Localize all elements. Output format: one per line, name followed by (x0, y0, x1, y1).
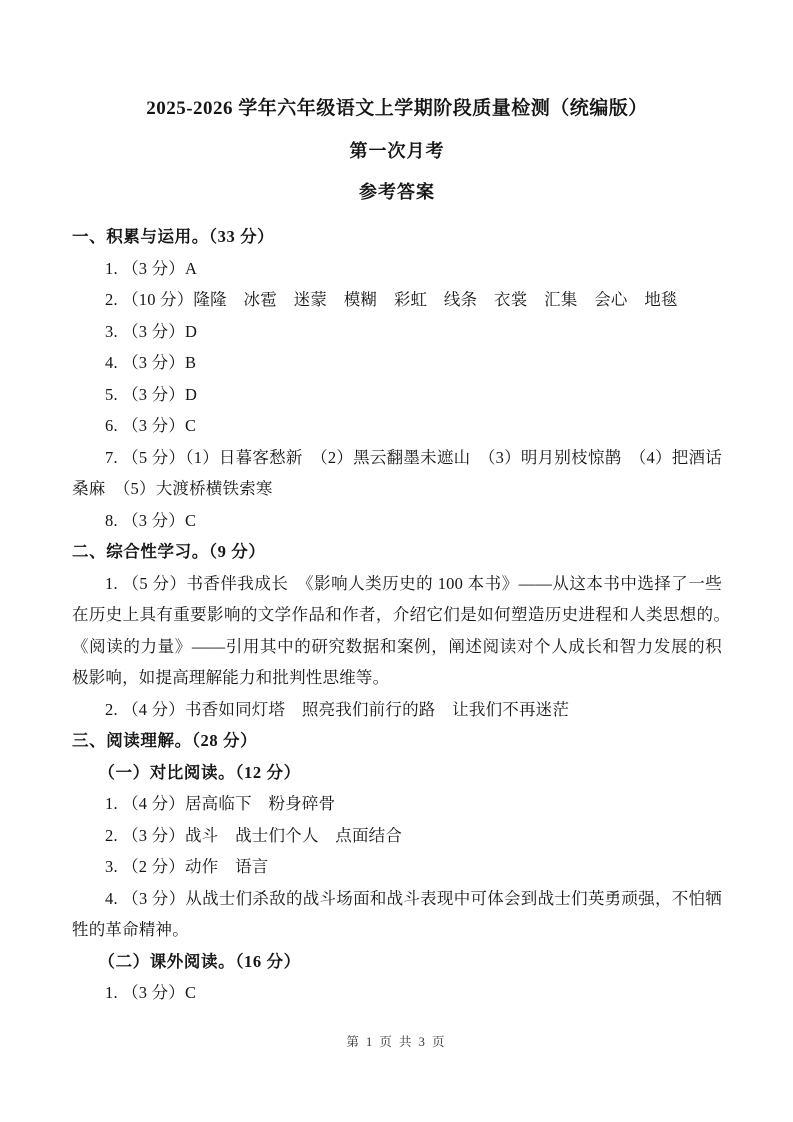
answer-line: 3. （2 分）动作 语言 (105, 857, 269, 876)
answer-line: 3. （3 分）D (105, 321, 198, 341)
answer-line: 1. （4 分）居高临下 粉身碎骨 (105, 794, 336, 813)
answer-line: 2. （3 分）战斗 战士们个人 点面结合 (105, 825, 403, 845)
answer-line: 2. （4 分）书香如同灯塔 照亮我们前行的路 让我们不再迷茫 (105, 699, 570, 719)
page-number-footer: 第 1 页 共 3 页 (346, 1035, 447, 1049)
subsection-heading: （二）课外阅读。（16 分） (98, 951, 301, 971)
section-heading: 二、综合性学习。（9 分） (72, 542, 266, 561)
section-heading: 三、阅读理解。（28 分） (72, 731, 258, 750)
answer-line: 1. （5 分）书香伴我成长 《影响人类历史的 100 本书》——从这本书中选择了一些在历史上具有重要影响的文学作品和作者，介绍它们是如何塑造历史进程和人类思想的。 《阅读的力量》——引用其中的研究数据和案例，阐述阅读对个人成长和智力发展的积极影响，如提高理解能力和批判性思维等。 (72, 573, 739, 687)
subsection-heading: （一）对比阅读。（12 分） (98, 762, 301, 782)
answer-line: 8. （3 分）C (105, 510, 197, 530)
answer-line: 4. （3 分）从战士们杀敌的战斗场面和战斗表现中可体会到战士们英勇顽强，不怕牺牲的革命精神。 (72, 888, 722, 939)
exam-name: 第一次月考 (349, 141, 445, 161)
answer-line: 1. （3 分）A (105, 258, 198, 278)
answer-line: 6. （3 分）C (105, 416, 197, 435)
answer-line: 1. （3 分）C (105, 983, 197, 1002)
document-title: 2025-2026 学年六年级语文上学期阶段质量检测（统编版） (146, 98, 648, 119)
answer-line: 4. （3 分）B (105, 353, 197, 372)
answer-key-label: 参考答案 (359, 182, 435, 202)
document-body (72, 221, 739, 1009)
answer-line: 2. （10 分）隆隆 冰雹 迷蒙 模糊 彩虹 线条 衣裳 汇集 会心 地毯 (105, 290, 678, 309)
answer-line: 5. （3 分）D (105, 384, 198, 404)
answer-line: 7. （5 分）（1）日暮客愁新 （2）黑云翻墨未遮山 （3）明月别枝惊鹊 （4）把酒话桑麻 （5）大渡桥横铁索寒 (72, 447, 722, 498)
section-heading: 一、积累与运用。（33 分） (72, 227, 275, 246)
